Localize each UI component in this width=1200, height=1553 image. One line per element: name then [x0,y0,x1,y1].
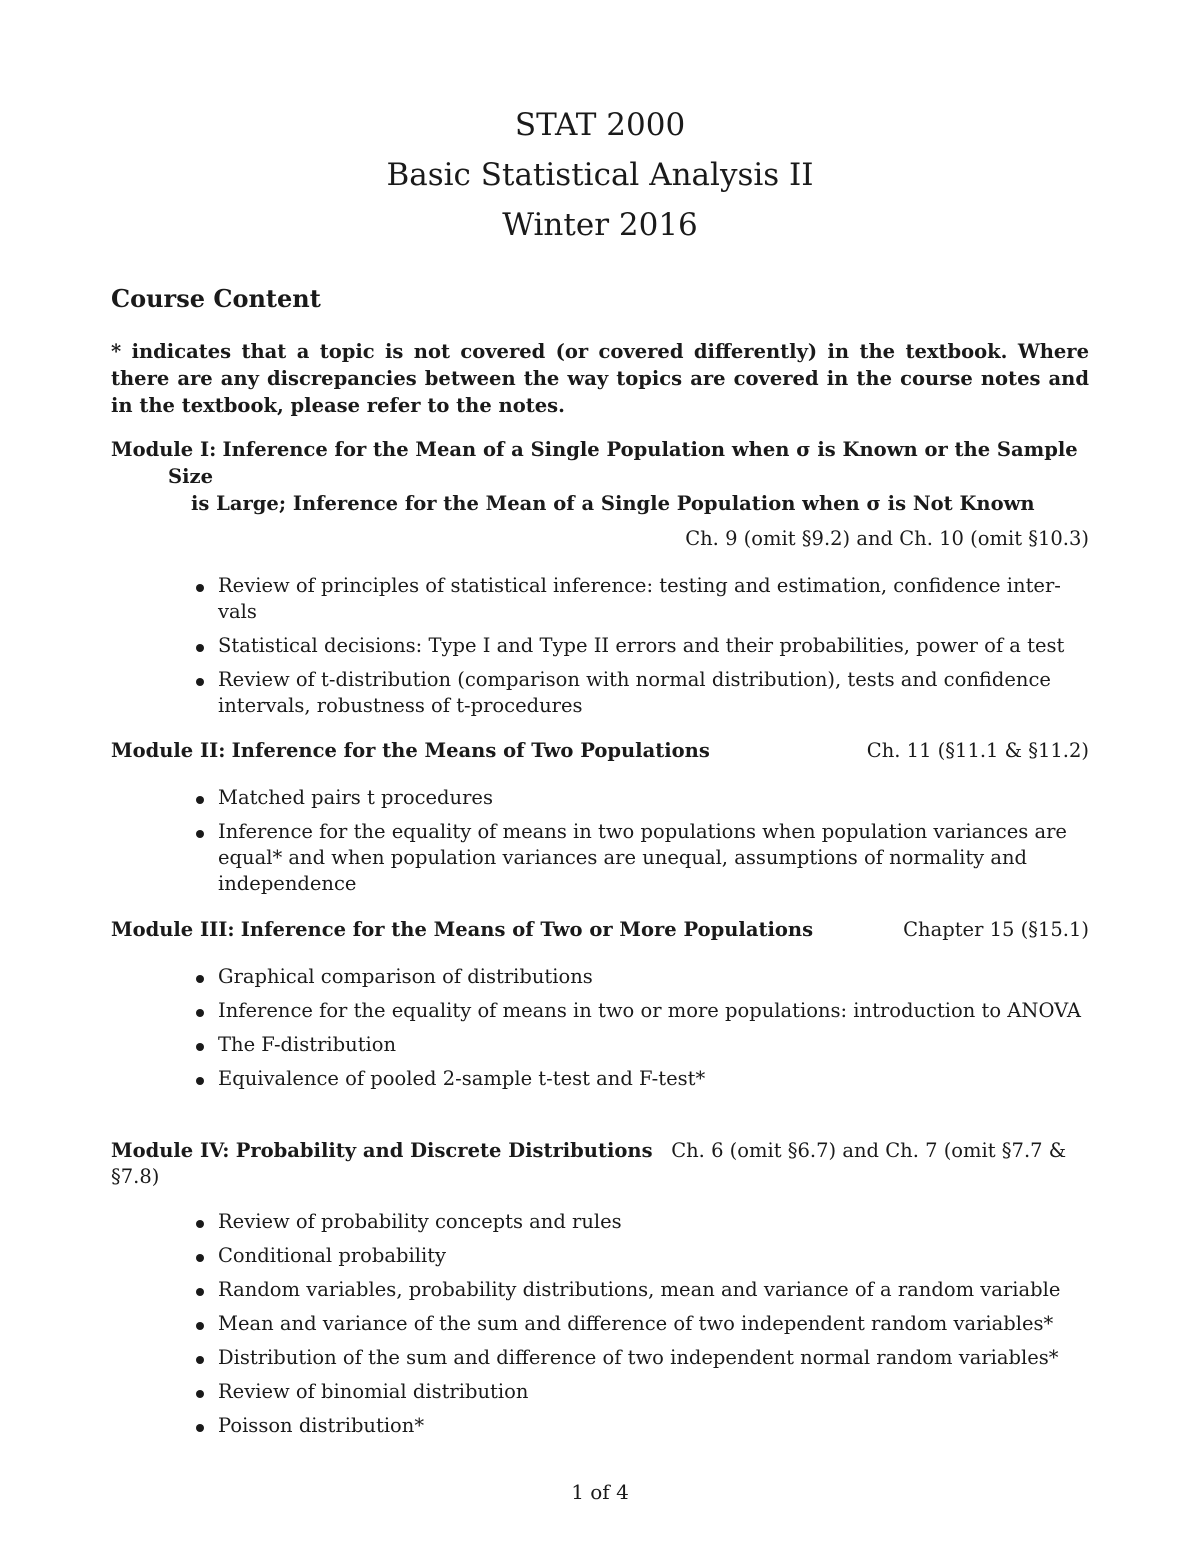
bullet-icon [196,1220,204,1228]
list-item [111,1345,1089,1371]
module-3-heading [111,917,1089,943]
module-1-topics [111,573,1089,719]
bullet-icon [196,1322,204,1330]
module-4-chapters: Ch. 6 (omit §6.7) and Ch. 7 (omit §7.7 & §7.8) [111,1139,1067,1188]
module-1-title-line2: Size [168,465,213,488]
module-2-item-2: Inference for the equality of means in two populations when population variances are equal* and when population variances are unequal, assumptions of normality and independence [218,820,1067,895]
module-2-heading [111,738,1089,764]
module-4-item-5: Distribution of the sum and difference of two independent normal random variables* [218,1346,1059,1369]
module-3-chapters: Chapter 15 (§15.1) [903,918,1089,941]
list-item [111,1209,1089,1235]
list-item [111,1413,1089,1439]
bullet-icon [196,1390,204,1398]
module-4-item-2: Conditional probability [218,1244,447,1267]
module-4-heading [111,1138,1089,1190]
module-3-item-3: The F-distribution [218,1033,397,1056]
bullet-icon [196,584,204,592]
module-1-label: Module I: [111,438,217,461]
module-3-item-2: Inference for the equality of means in two or more populations: introduction to ANOVA [218,999,1081,1022]
module-1-chapters: Ch. 9 (omit §9.2) and Ch. 10 (omit §10.3) [685,527,1089,550]
bullet-icon [196,975,204,983]
list-item [111,1379,1089,1405]
list-item [111,998,1089,1024]
module-1-item-2: Statistical decisions: Type I and Type II errors and their probabilities, power of a test [218,634,1065,657]
bullet-icon [196,644,204,652]
module-4-item-3: Random variables, probability distributions, mean and variance of a random variable [218,1278,1061,1301]
course-name: Basic Statistical Analysis II [386,157,814,193]
bullet-icon [196,1356,204,1364]
module-4-item-1: Review of probability concepts and rules [218,1210,622,1233]
bullet-icon [196,1009,204,1017]
module-4-title: Probability and Discrete Distributions [235,1139,653,1162]
module-4-label: Module IV: [111,1139,230,1162]
intro-note: * indicates that a topic is not covered (or covered differently) in the textbook. Where there are any discrepancies between the way topics are covered in the course notes and in the textbook, please refer to the notes. [111,340,1089,417]
module-2-chapters: Ch. 11 (§11.1 & §11.2) [866,739,1089,762]
list-item [111,964,1089,990]
module-3-item-1: Graphical comparison of distributions [218,965,593,988]
list-item [111,819,1089,897]
list-item [111,573,1089,625]
list-item [111,785,1089,811]
title-block [0,100,1200,250]
list-item [111,1032,1089,1058]
section-title: Course Content [111,284,321,313]
bullet-icon [196,1424,204,1432]
page-number: 1 of 4 [571,1480,629,1504]
bullet-icon [196,1288,204,1296]
course-code: STAT 2000 [514,107,686,143]
module-1-title-line3: is Large; Inference for the Mean of a Single Population when σ is Not Known [191,492,1035,515]
module-2-item-1: Matched pairs t procedures [218,786,493,809]
module-1-item-1: Review of principles of statistical inference: testing and estimation, confidence inter-vals [218,574,1061,623]
course-term: Winter 2016 [502,207,698,243]
module-3-topics [111,964,1089,1092]
module-4-topics [111,1209,1089,1439]
module-3-item-4: Equivalence of pooled 2-sample t-test and F-test* [218,1067,706,1090]
module-1-title-cont [111,464,1089,490]
bullet-icon [196,830,204,838]
module-3-label: Module III: [111,918,235,941]
module-1-heading [111,437,1089,463]
list-item [111,1311,1089,1337]
module-3-title: Inference for the Means of Two or More Populations [240,918,814,941]
module-1-title-cont2 [111,491,1089,517]
module-2-topics [111,785,1089,897]
bullet-icon [196,796,204,804]
list-item [111,1243,1089,1269]
bullet-icon [196,1254,204,1262]
list-item [111,667,1089,719]
list-item [111,1066,1089,1092]
list-item [111,1277,1089,1303]
list-item [111,633,1089,659]
module-2-title: Inference for the Means of Two Populations [231,739,710,762]
module-4-item-4: Mean and variance of the sum and difference of two independent random variables* [218,1312,1054,1335]
module-4-item-6: Review of binomial distribution [218,1380,529,1403]
bullet-icon [196,1077,204,1085]
module-2-label: Module II: [111,739,226,762]
module-1-title-line1: Inference for the Mean of a Single Population when σ is Known or the Sample [222,438,1078,461]
module-4-item-7: Poisson distribution* [218,1414,425,1437]
bullet-icon [196,678,204,686]
bullet-icon [196,1043,204,1051]
module-1-item-3: Review of t-distribution (comparison with normal distribution), tests and confidence intervals, robustness of t-procedures [218,668,1051,717]
